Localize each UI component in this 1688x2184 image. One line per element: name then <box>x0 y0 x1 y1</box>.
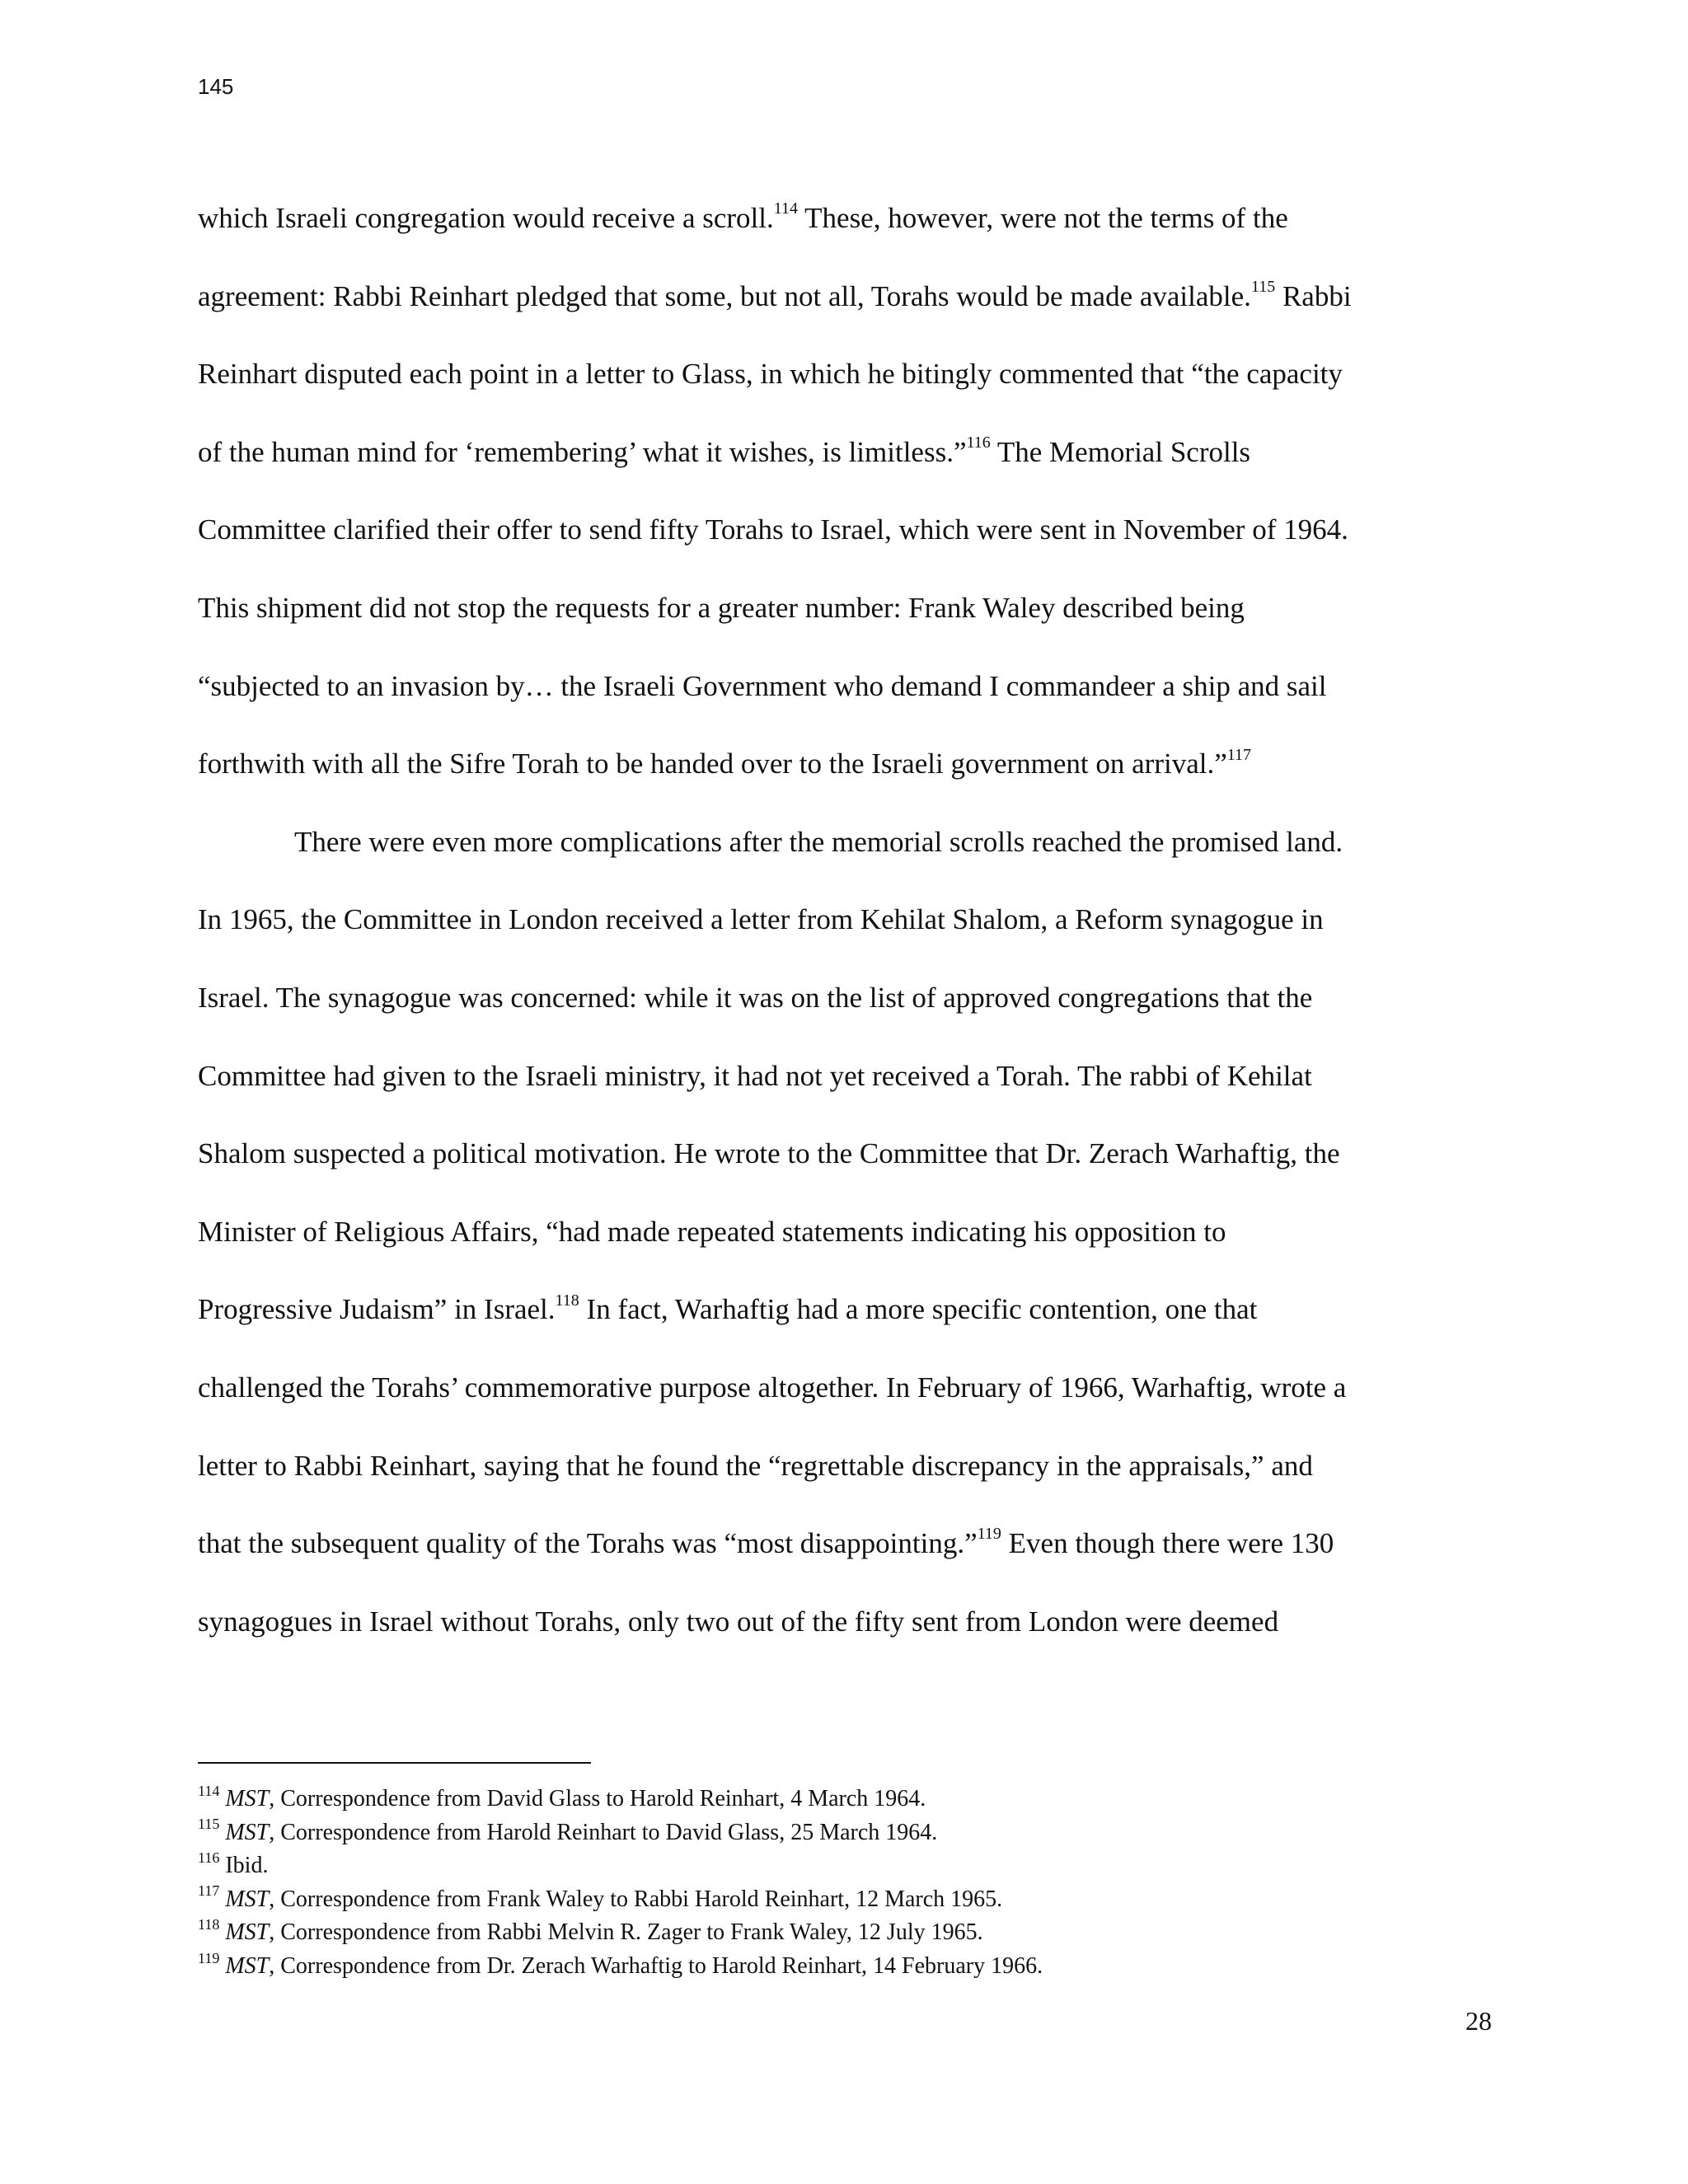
body-line: synagogues in Israel without Torahs, only two out of the fifty sent from London were deemed <box>198 1605 1279 1638</box>
body-line: Progressive Judaism” in Israel.$^{118}$ In fact, Warhaftig had a more specific contention, one that <box>198 1291 1258 1326</box>
footnote: $^{118}$ MST, Correspondence from Rabbi Melvin R. Zager to Frank Waley, 12 July 1965. <box>198 1916 983 1946</box>
body-line: Committee clarified their offer to send fifty Torahs to Israel, which were sent in November of 1964. <box>198 513 1348 546</box>
footnote-source: MST <box>225 1786 270 1811</box>
body-line: Shalom suspected a political motivation. He wrote to the Committee that Dr. Zerach Warhaftig, the <box>198 1137 1340 1170</box>
footnote-ref: 119 <box>977 1525 1001 1544</box>
body-line: In 1965, the Committee in London received a letter from Kehilat Shalom, a Reform synagogue in <box>198 903 1324 936</box>
body-line: Israel. The synagogue was concerned: while it was on the list of approved congregations that the <box>198 981 1313 1014</box>
footnote: $^{119}$ MST, Correspondence from Dr. Zerach Warhaftig to Harold Reinhart, 14 February 1966. <box>198 1949 1043 1979</box>
body-line: Reinhart disputed each point in a letter to Glass, in which he bitingly commented that “the capacity <box>198 358 1343 391</box>
body-line: that the subsequent quality of the Torahs was “most disappointing.”$^{119}$ Even though there were 130 <box>198 1525 1334 1560</box>
header-page-number: 145 <box>198 74 234 99</box>
body-line: Minister of Religious Affairs, “had made repeated statements indicating his opposition to <box>198 1215 1226 1248</box>
footnote: $^{117}$ MST, Correspondence from Frank Waley to Rabbi Harold Reinhart, 12 March 1965. <box>198 1882 1003 1912</box>
footer-page-number: 28 <box>1465 2006 1492 2036</box>
footnote-ref: 114 <box>773 199 799 218</box>
body-line: forthwith with all the Sifre Torah to be handed over to the Israeli government on arrival.”$^{117}$ <box>198 745 1252 780</box>
body-text <box>198 196 1517 1677</box>
footnote-separator <box>198 1762 591 1764</box>
body-line: which Israeli congregation would receive a scroll.$^{114}$ These, however, were not the terms of the <box>198 199 1288 234</box>
footnote-ref: 116 <box>966 434 991 452</box>
body-line: “subjected to an invasion by… the Israeli Government who demand I commandeer a ship and sail <box>198 669 1327 702</box>
body-line: Committee had given to the Israeli ministry, it had not yet received a Torah. The rabbi of Kehilat <box>198 1059 1312 1092</box>
paragraph-start-line: There were even more complications after the memorial scrolls reached the promised land. <box>294 825 1343 858</box>
body-line: agreement: Rabbi Reinhart pledged that some, but not all, Torahs would be made available.$^{115}$ Rabbi <box>198 277 1352 312</box>
footnote-source: MST <box>225 1886 270 1912</box>
footnote: $^{114}$ MST, Correspondence from David Glass to Harold Reinhart, 4 March 1964. <box>198 1782 926 1811</box>
footnotes <box>198 1783 1517 1984</box>
footnote-source: MST <box>225 1919 270 1946</box>
body-line: letter to Rabbi Reinhart, saying that he found the “regrettable discrepancy in the appraisals,” and <box>198 1449 1313 1482</box>
body-line: challenged the Torahs’ commemorative purpose altogether. In February of 1966, Warhaftig, wrote a <box>198 1371 1347 1404</box>
body-line: This shipment did not stop the requests for a greater number: Frank Waley described being <box>198 591 1245 624</box>
body-line: of the human mind for ‘remembering’ what it wishes, is limitless.”$^{116}$ The Memorial Scrolls <box>198 434 1251 468</box>
footnote: $^{116}$ Ibid. <box>198 1849 269 1879</box>
footnote-ref: 117 <box>1226 745 1252 764</box>
footnote: $^{115}$ MST, Correspondence from Harold Reinhart to David Glass, 25 March 1964. <box>198 1816 938 1845</box>
footnote-source: MST <box>225 1952 270 1979</box>
footnote-ref: 115 <box>1250 277 1276 296</box>
footnote-ref: 118 <box>555 1291 579 1310</box>
footnote-source: MST <box>225 1819 270 1845</box>
